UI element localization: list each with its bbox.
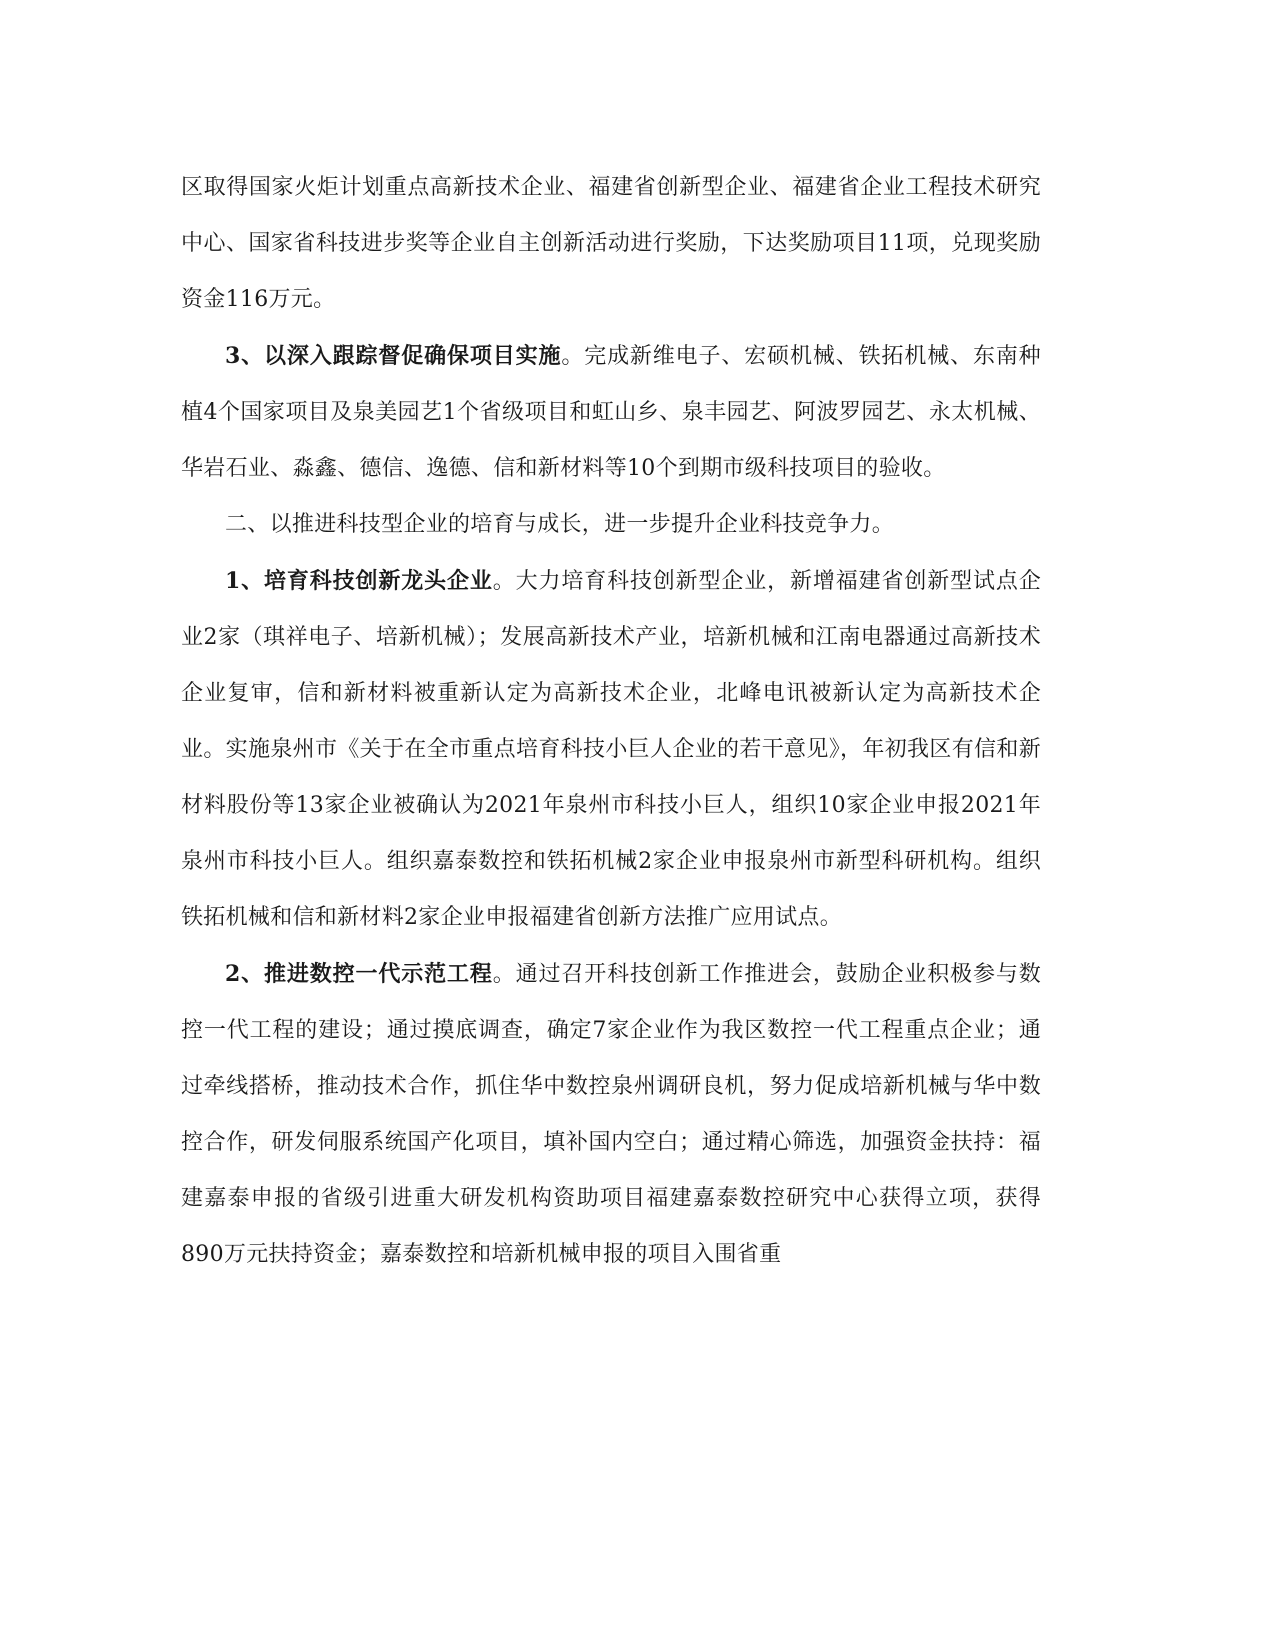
paragraph-text: 区取得国家火炬计划重点高新技术企业、福建省创新型企业、福建省企业工程技术研究中心、国家省科技进步奖等企业自主创新活动进行奖励，下达奖励项目11项，兑现奖励资金116万元。: [181, 175, 1041, 312]
paragraph-text: 。完成新维电子、宏硕机械、铁拓机械、东南种植4个国家项目及泉美园艺1个省级项目和虹山乡、泉丰园艺、阿波罗园艺、永太机械、华岩石业、淼鑫、德信、逸德、信和新材料等10个到期市级科技项目的验收。: [181, 344, 1041, 481]
paragraph-text: 。通过召开科技创新工作推进会，鼓励企业积极参与数控一代工程的建设；通过摸底调查，确定7家企业作为我区数控一代工程重点企业；通过牵线搭桥，推动技术合作，抓住华中数控泉州调研良机，努力促成培新机械与华中数控合作，研发伺服系统国产化项目，填补国内空白；通过精心筛选，加强资金扶持：福建嘉泰申报的省级引进重大研发机构资助项目福建嘉泰数控研究中心获得立项，获得890万元扶持资金；嘉泰数控和培新机械申报的项目入围省重: [181, 962, 1041, 1267]
paragraph-project-implementation: [181, 328, 1041, 497]
section-heading: 2、推进数控一代示范工程: [225, 961, 493, 987]
paragraph-section-two-title: [181, 497, 1041, 553]
paragraph-text: 二、以推进科技型企业的培育与成长，进一步提升企业科技竞争力。: [225, 512, 895, 537]
paragraph-text: 。大力培育科技创新型企业，新增福建省创新型试点企业2家（琪祥电子、培新机械）；发展高新技术产业，培新机械和江南电器通过高新技术企业复审，信和新材料被重新认定为高新技术企业，北峰电讯被新认定为高新技术企业。实施泉州市《关于在全市重点培育科技小巨人企业的若干意见》，年初我区有信和新材料股份等13家企业被确认为2021年泉州市科技小巨人，组织10家企业申报2021年泉州市科技小巨人。组织嘉泰数控和铁拓机械2家企业申报泉州市新型科研机构。组织铁拓机械和信和新材料2家企业申报福建省创新方法推广应用试点。: [181, 569, 1041, 930]
section-heading: 1、培育科技创新龙头企业: [225, 568, 493, 594]
document-body: [181, 160, 1041, 1283]
paragraph-leading-enterprises: [181, 553, 1041, 946]
paragraph-reward-continuation: [181, 160, 1041, 328]
paragraph-cnc-demonstration: [181, 946, 1041, 1283]
section-heading: 3、以深入跟踪督促确保项目实施: [225, 343, 562, 369]
